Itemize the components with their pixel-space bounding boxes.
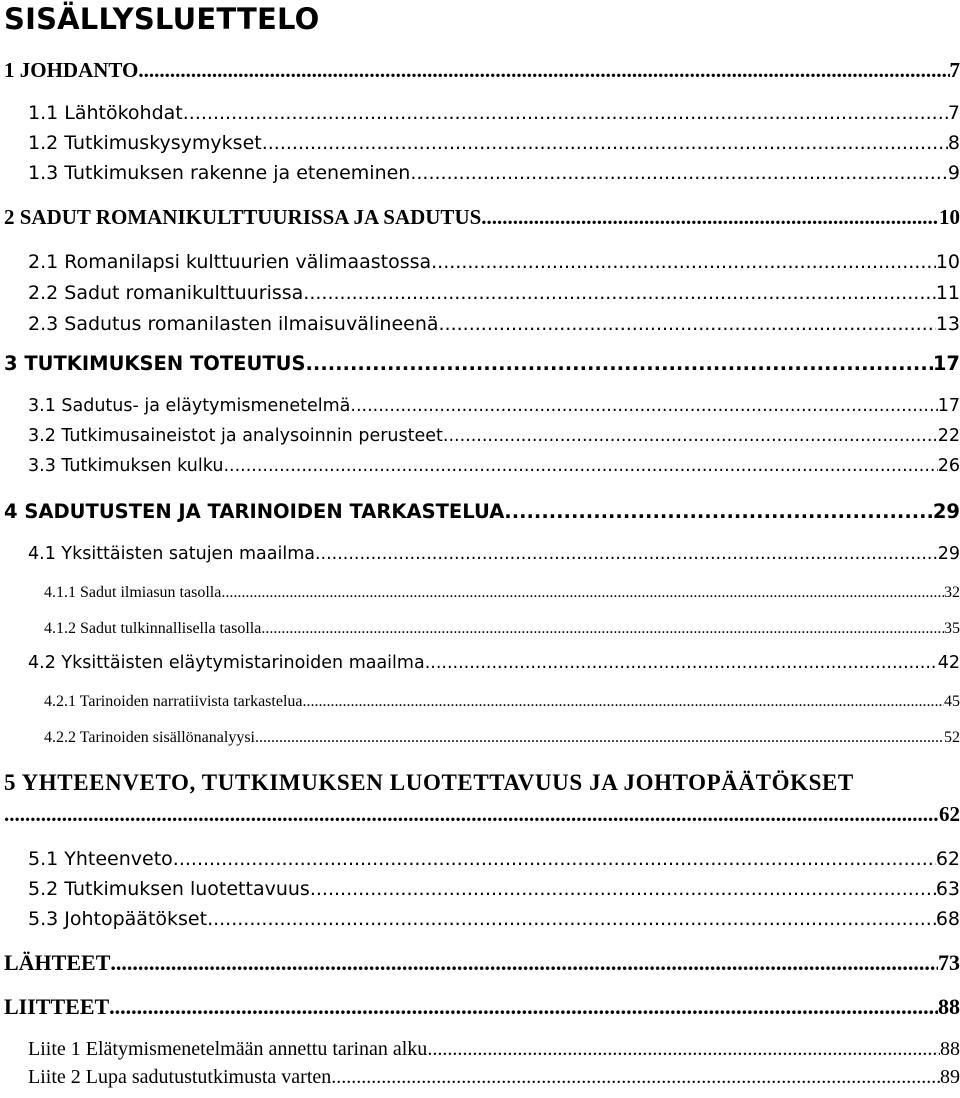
toc-entry-label: Liite 1 Elätymismenetelmään annettu tarinan alku	[28, 1038, 428, 1060]
toc-entry-page: 17	[932, 352, 960, 375]
toc-entry-page: 26	[937, 456, 960, 476]
leader-dots	[303, 282, 936, 304]
toc-entry[interactable]	[28, 426, 960, 446]
toc-entry[interactable]	[4, 352, 960, 375]
toc-entry-page: 68	[935, 908, 960, 930]
leader-dots	[427, 1038, 940, 1061]
toc-entry-label: 2.1 Romanilapsi kulttuurien välimaastossa	[28, 251, 432, 273]
toc-entry-label: 3.2 Tutkimusaineistot ja analysoinnin perusteet	[28, 426, 443, 446]
toc-entry-label: 4.2 Yksittäisten eläytymistarinoiden maailma	[28, 653, 425, 673]
toc-entry[interactable]	[28, 282, 960, 304]
leader-dots	[331, 1066, 940, 1089]
toc-entry[interactable]	[4, 58, 960, 83]
leader-dots	[138, 58, 949, 83]
toc-entry-label: LIITTEET	[4, 994, 110, 1019]
toc-entry[interactable]	[28, 908, 960, 930]
leader-dots	[110, 950, 938, 976]
toc-entry[interactable]	[28, 878, 960, 900]
toc-entry-label: 4.2.2 Tarinoiden sisällönanalyysi	[44, 729, 255, 746]
toc-entry-label: 1.3 Tutkimuksen rakenne ja eteneminen	[28, 162, 411, 184]
leader-dots	[221, 584, 944, 602]
toc-entry-label: 2.3 Sadutus romanilasten ilmaisuvälineenä	[28, 313, 439, 335]
toc-entry[interactable]	[44, 584, 960, 602]
toc-entry[interactable]	[4, 500, 960, 523]
leader-dots	[410, 162, 948, 184]
toc-entry-page: 7	[949, 58, 960, 82]
leader-dots	[261, 620, 944, 638]
toc-entry-label: LÄHTEET	[4, 950, 111, 975]
toc-entry-page: 42	[937, 653, 960, 673]
toc-entry[interactable]	[28, 653, 960, 673]
toc-entry-label: 3.3 Tutkimuksen kulku	[28, 456, 224, 476]
toc-entry-label: Liite 2 Lupa sadutustutkimusta varten	[28, 1066, 332, 1088]
toc-entry-page: 11	[935, 282, 960, 304]
toc-entry[interactable]	[28, 102, 960, 124]
toc-entry-label: 3.1 Sadutus- ja eläytymismenetelmä	[28, 396, 351, 416]
toc-entry[interactable]	[28, 1038, 960, 1061]
toc-entry-page: 88	[938, 994, 960, 1019]
leader-dots	[262, 132, 948, 154]
toc-entry[interactable]	[28, 132, 960, 154]
toc-entry-label: 2.2 Sadut romanikulttuurissa	[28, 282, 304, 304]
toc-entry-page: 8	[947, 132, 960, 154]
toc-entry[interactable]	[4, 205, 960, 230]
leader-dots	[439, 313, 936, 335]
toc-entry[interactable]	[4, 802, 960, 827]
toc-entry-page: 32	[944, 584, 960, 601]
leader-dots	[431, 251, 936, 273]
toc-entry[interactable]	[28, 1066, 960, 1089]
leader-dots	[173, 848, 936, 870]
toc-entry[interactable]	[28, 313, 960, 335]
toc-entry-page: 9	[947, 162, 960, 184]
toc-entry-label: 5.3 Johtopäätökset	[28, 908, 208, 930]
toc-entry-page: 10	[939, 205, 960, 229]
toc-entry-page: 45	[944, 693, 960, 710]
leader-dots	[223, 456, 937, 476]
toc-entry-label: 1.2 Tutkimuskysymykset	[28, 132, 262, 154]
toc-entry-page: 62	[939, 802, 960, 826]
leader-dots	[109, 994, 938, 1020]
toc-entry[interactable]	[44, 693, 960, 711]
toc-entry-label: 5.2 Tutkimuksen luotettavuus	[28, 878, 310, 900]
toc-entry-label: 4.1 Yksittäisten satujen maailma	[28, 544, 315, 564]
leader-dots	[443, 426, 938, 446]
leader-dots	[310, 878, 936, 900]
page-title: SISÄLLYSLUETTELO	[4, 2, 320, 36]
toc-entry-page: 35	[944, 620, 960, 637]
toc-entry-page: 10	[935, 251, 960, 273]
leader-dots	[504, 500, 933, 523]
toc-entry[interactable]	[28, 456, 960, 476]
toc-entry-label: 5.1 Yhteenveto	[28, 848, 173, 870]
leader-dots	[425, 653, 938, 673]
toc-entry-page: 52	[944, 729, 960, 746]
leader-dots	[306, 352, 933, 375]
toc-entry[interactable]	[4, 950, 960, 976]
toc-entry-label: 4.1.1 Sadut ilmiasun tasolla	[44, 584, 222, 601]
toc-entry-label: 1.1 Lähtökohdat	[28, 102, 183, 124]
toc-entry-label: 4.1.2 Sadut tulkinnallisella tasolla	[44, 620, 262, 637]
leader-dots	[207, 908, 936, 930]
toc-entry[interactable]	[28, 251, 960, 273]
toc-entry-page: 73	[938, 950, 960, 975]
toc-entry-page: 62	[935, 848, 960, 870]
toc-entry-page: 29	[932, 500, 960, 523]
toc-entry[interactable]	[44, 620, 960, 638]
toc-entry-page: 7	[947, 102, 960, 124]
toc-entry-label: 3 TUTKIMUKSEN TOTEUTUS	[4, 352, 306, 375]
toc-entry-page: 89	[940, 1066, 960, 1088]
toc-entry-page: 63	[935, 878, 960, 900]
toc-entry-page: 88	[940, 1038, 960, 1060]
toc-entry[interactable]	[4, 994, 960, 1020]
toc-entry-page: 13	[935, 313, 960, 335]
toc-entry[interactable]	[28, 544, 960, 564]
toc-entry[interactable]	[28, 396, 960, 416]
toc-entry-label: 1 JOHDANTO	[4, 58, 139, 82]
toc-entry-page: 29	[937, 544, 960, 564]
leader-dots	[481, 205, 939, 230]
leader-dots	[183, 102, 948, 124]
leader-dots	[303, 693, 945, 711]
toc-entry-label[interactable]: 5 YHTEENVETO, TUTKIMUKSEN LUOTETTAVUUS JA JOHTOPÄÄTÖKSET	[4, 770, 854, 795]
toc-entry-page: 22	[937, 426, 960, 446]
leader-dots	[255, 729, 944, 747]
toc-entry-label: 2 SADUT ROMANIKULTTUURISSA JA SADUTUS	[4, 205, 482, 229]
toc-entry-label: 4.2.1 Tarinoiden narratiivista tarkastelua	[44, 693, 303, 710]
toc-entry-page: 17	[937, 396, 960, 416]
toc-entry-label: 4 SADUTUSTEN JA TARINOIDEN TARKASTELUA	[4, 500, 505, 523]
leader-dots	[4, 802, 939, 827]
toc-entry[interactable]	[28, 162, 960, 184]
toc-entry[interactable]	[28, 848, 960, 870]
leader-dots	[315, 544, 938, 564]
leader-dots	[350, 396, 937, 416]
toc-entry[interactable]	[44, 729, 960, 747]
